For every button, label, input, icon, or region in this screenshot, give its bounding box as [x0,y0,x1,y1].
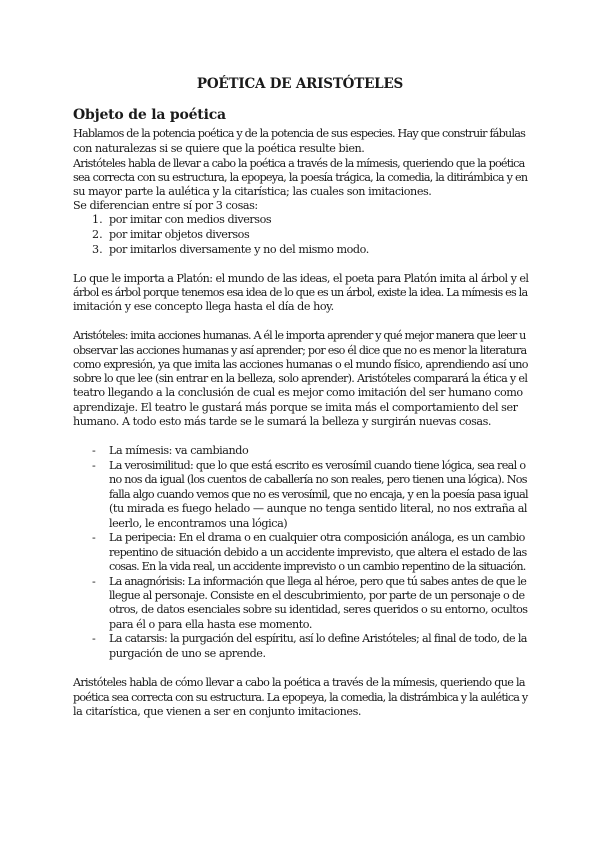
plato-line: Lo que le importa a Platón: el mundo de las ideas, el poeta para Platón imita al árbol y el [73,272,529,285]
bullet-item: no nos da igual (los cuentos de caballería no son reales, pero tienen una lógica). Nos [109,473,527,486]
bullet-dash: - [92,575,96,588]
list-number: 2. [92,228,103,241]
bullet-item: La peripecia: En el drama o en cualquier otra composición análoga, es un cambio [109,531,525,544]
closing-line: Aristóteles habla de cómo llevar a cabo la poética a través de la mímesis, queriendo que la [73,676,525,689]
closing-line: poética sea correcta con su estructura. La epopeya, la comedia, la distrámbica y la aulética y [73,691,528,704]
bullet-item: (tu mirada es fuego helado — aunque no tenga sentido literal, no nos extraña al [109,502,528,515]
aristotle-line: sobre lo que lee (sin entrar en la belleza, solo aprender). Aristóteles comparará la ética y el [73,372,528,385]
plato-line: imitación y ese concepto llega hasta el día de hoy. [73,300,334,313]
bullet-item: llegue al personaje. Consiste en el descubrimiento, por parte de un personaje o de [109,589,525,602]
plato-line: árbol es árbol porque tenemos esa idea de lo que es un árbol, existe la idea. La mímesis es la [73,286,528,299]
bullet-dash: - [92,531,96,544]
bullet-item: La anagnórisis: La información que llega al héroe, pero que tú sabes antes de que le [109,575,527,588]
bullet-item: cosas. En la vida real, un accidente imprevisto o un cambio repentino de la situación. [109,560,526,573]
aristotle-line: teatro llegando a la conclusión de cual es mejor como imitación del ser humano como [73,386,523,399]
bullet-item: leerlo, le encontramos una lógica) [109,517,288,530]
list-number: 1. [92,213,103,226]
aristotle-line: humano. A todo esto más tarde se le sumará la belleza y surgirán nuevas cosas. [73,415,492,428]
list-item: por imitar objetos diversos [109,228,250,241]
section-heading: Objeto de la poética [73,107,226,123]
intro-line: sea correcta con su estructura, la epopeya, la poesía trágica, la comedia, la ditirámbica y en [73,171,528,184]
intro-line: su mayor parte la aulética y la citarística; las cuales son imitaciones. [73,185,432,198]
bullet-dash: - [92,632,96,645]
aristotle-line: aprendizaje. El teatro le gustará más porque se imita más el comportamiento del ser [73,401,518,414]
bullet-item: repentino de situación debido a un accidente imprevisto, que altera el estado de las [109,546,527,559]
bullet-item: La catarsis: la purgación del espíritu, así lo define Aristóteles; al final de todo, de la [109,632,527,645]
bullet-item: falla algo cuando vemos que no es verosímil, que no encaja, y en la poesía pasa igual [109,488,528,501]
aristotle-line: Aristóteles: imita acciones humanas. A él le importa aprender y qué mejor manera que leer u [73,329,526,342]
bullet-item: para él o para ella hasta ese momento. [109,618,313,631]
intro-line: con naturalezas si se quiere que la poética resulte bien. [73,142,365,155]
intro-line: Se diferencian entre sí por 3 cosas: [73,199,258,212]
list-number: 3. [92,243,103,256]
list-item: por imitar con medios diversos [109,213,272,226]
document-title: POÉTICA DE ARISTÓTELES [196,76,404,92]
bullet-item: La mímesis: va cambiando [109,444,249,457]
aristotle-line: como expresión, ya que imita las acciones humanas o el mundo físico, aprendiendo así uno [73,358,528,371]
bullet-item: La verosimilitud: que lo que está escrito es verosímil cuando tiene lógica, sea real o [109,459,526,472]
list-item: por imitarlos diversamente y no del mismo modo. [109,243,369,256]
intro-line: Hablamos de la potencia poética y de la potencia de sus especies. Hay que construir fábulas [73,127,526,140]
bullet-dash: - [92,459,96,472]
aristotle-line: observar las acciones humanas y así aprender; por eso él dice que no es menor la literatura [73,344,527,357]
bullet-item: otros, de datos esenciales sobre su identidad, seres queridos o su entorno, ocultos [109,603,528,616]
bullet-item: purgación de uno se aprende. [109,647,266,660]
bullet-dash: - [92,444,96,457]
closing-line: la citarística, que vienen a ser en conjunto imitaciones. [73,705,361,718]
intro-line: Aristóteles habla de llevar a cabo la poética a través de la mímesis, queriendo que la poética [73,157,525,170]
